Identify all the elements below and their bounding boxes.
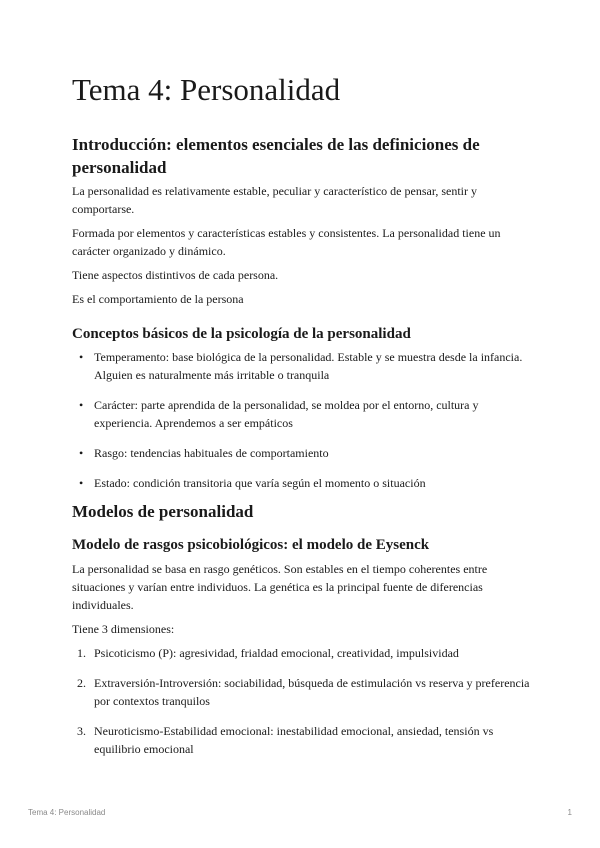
list-number: 2. <box>77 676 86 690</box>
bullet-icon: • <box>79 398 84 412</box>
list-number: 1. <box>77 646 86 660</box>
list-item: • Rasgo: tendencias habituales de comportamiento <box>79 446 329 460</box>
eysenck-paragraph-2: Tiene 3 dimensiones: <box>72 622 175 636</box>
intro-paragraph-3: Tiene aspectos distintivos de cada persona. <box>72 268 279 282</box>
bullet-icon: • <box>79 350 84 364</box>
bullet-icon: • <box>79 446 84 460</box>
subsection-heading-conceptos: Conceptos básicos de la psicología de la personalidad <box>72 326 411 342</box>
page-number: 1 <box>567 808 572 817</box>
list-item: 2. Extraversión-Introversión: sociabilidad, búsqueda de estimulación vs reserva y preferencia por contextos tranquilos <box>77 676 530 708</box>
list-item: 3. Neuroticismo-Estabilidad emocional: inestabilidad emocional, ansiedad, tensión vs equilibrio emocional <box>77 724 494 756</box>
subsection-heading-eysenck: Modelo de rasgos psicobiológicos: el modelo de Eysenck <box>72 537 430 553</box>
conceptos-list <box>72 348 532 492</box>
page-title: Tema 4: Personalidad <box>72 72 341 107</box>
section-heading-intro: Introducción: elementos esenciales de las definiciones de personalidad <box>72 135 480 177</box>
intro-paragraph-2: Formada por elementos y características estables y consistentes. La personalidad tiene un carácter organizado y dinámico. <box>72 226 501 258</box>
list-item: • Carácter: parte aprendida de la personalidad, se moldea por el entorno, cultura y experiencia. Aprendemos a ser empáticos <box>79 398 479 430</box>
list-number: 3. <box>77 724 86 738</box>
list-item: 1. Psicoticismo (P): agresividad, frialdad emocional, creatividad, impulsividad <box>77 646 459 660</box>
list-item: • Temperamento: base biológica de la personalidad. Estable y se muestra desde la infancia. Alguien es naturalmente más irritable o tranquila <box>79 350 523 382</box>
dimensions-list <box>72 644 532 758</box>
section-heading-modelos: Modelos de personalidad <box>72 502 254 521</box>
page-footer <box>28 808 572 817</box>
intro-paragraph-1: La personalidad es relativamente estable, peculiar y característico de pensar, sentir y comportarse. <box>72 184 477 216</box>
footer-label: Tema 4: Personalidad <box>28 808 106 817</box>
list-item: • Estado: condición transitoria que varía según el momento o situación <box>79 476 426 490</box>
eysenck-paragraph-1: La personalidad se basa en rasgo genéticos. Son estables en el tiempo coherentes entre situaciones y varían entre individuos. La genética es la principal fuente de diferencias individuales. <box>72 562 488 612</box>
bullet-icon: • <box>79 476 84 490</box>
intro-paragraph-4: Es el comportamiento de la persona <box>72 292 244 306</box>
